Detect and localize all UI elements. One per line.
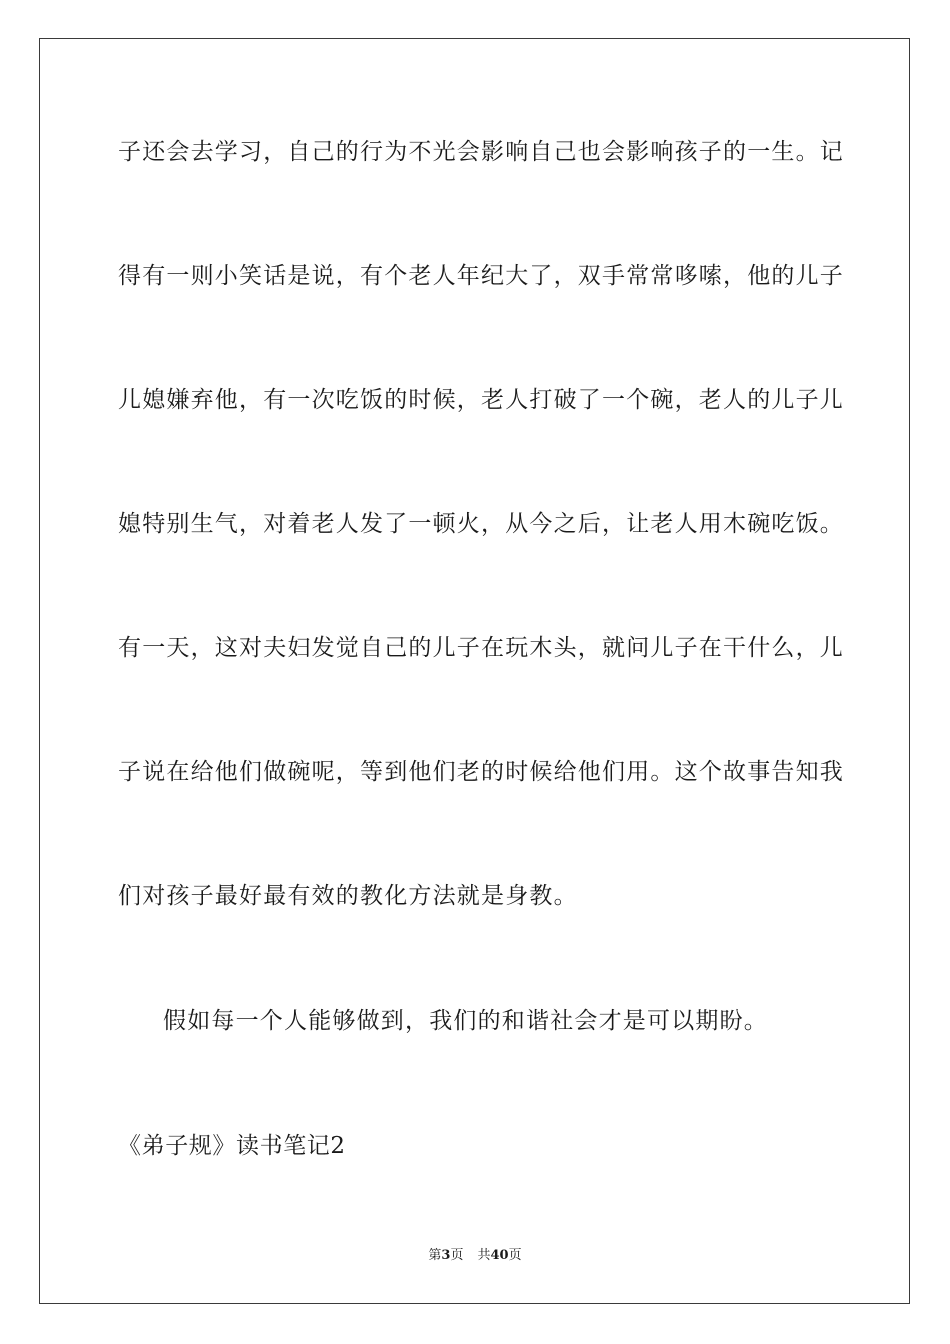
paragraph-line-5: 有一天，这对夫妇发觉自己的儿子在玩木头，就问儿子在干什么，儿 — [118, 635, 844, 661]
footer-page-number: 3 — [441, 1248, 451, 1263]
paragraph-indented-line: 假如每一个人能够做到，我们的和谐社会才是可以期盼。 — [163, 1008, 768, 1034]
paragraph-line-2: 得有一则小笑话是说，有个老人年纪大了，双手常常哆嗦，他的儿子 — [118, 263, 844, 289]
footer-page-prefix: 第 — [428, 1248, 442, 1263]
section-heading: 《弟子规》读书笔记2 — [118, 1133, 346, 1159]
page-border — [39, 38, 910, 1304]
paragraph-line-6: 子说在给他们做碗呢，等到他们老的时候给他们用。这个故事告知我 — [118, 759, 844, 785]
paragraph-line-3: 儿媳嫌弃他，有一次吃饭的时候，老人打破了一个碗，老人的儿子儿 — [118, 387, 844, 413]
paragraph-line-1: 子还会去学习，自己的行为不光会影响自己也会影响孩子的一生。记 — [118, 139, 844, 165]
footer-page-suffix: 页 — [450, 1248, 464, 1263]
footer-total-prefix: 共 — [477, 1248, 491, 1263]
paragraph-line-4: 媳特别生气，对着老人发了一顿火，从今之后，让老人用木碗吃饭。 — [118, 511, 844, 537]
paragraph-line-7: 们对孩子最好最有效的教化方法就是身教。 — [118, 883, 578, 909]
footer-total-suffix: 页 — [508, 1248, 522, 1263]
footer-total-pages: 40 — [490, 1248, 509, 1263]
page-footer — [0, 1247, 950, 1265]
